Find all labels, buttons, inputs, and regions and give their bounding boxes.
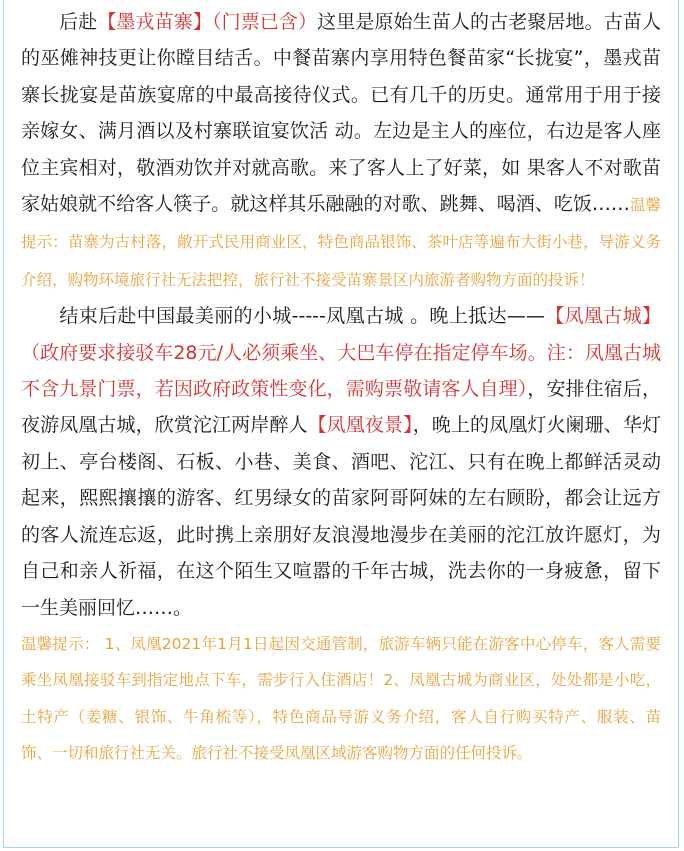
para2-body: ，晚上的凤凰灯火阑珊、华灯初上、亭台楼阁、石板、小巷、美食、酒吧、沱江、只有在晚上都鲜活灵动起来，熙熙攘攘的游客、红男绿女的苗家阿哥阿妹的左右顾盼，都会让远方的客人流连忘返，此时携上亲朋好友浪漫地漫步在美丽的沱江放许愿灯，为自己和亲人祈福，在这个陌生又喧嚣的千年古城，洗去你的一身疲惫，留下一生美丽回忆……。 (21, 414, 661, 619)
para1-body: 这里是原始生苗人的古老聚居地。古苗人的巫傩神技更让你瞠目结舌。中餐苗寨内享用特色餐苗家“长拢宴”，墨戎苗寨长拢宴是苗族宴席的中最高接待仪式。已有几千的历史。通常用于用于接亲嫁女、满月酒以及村寨联谊宴饮活 动。左边是主人的座位，右边是客人座位主宾相对，敬酒劝饮并对就高歌。来了客人上了好菜，如 果客人不对歌苗家姑娘就不给客人筷子。就这样其乐融融的对歌、跳舞、喝酒、吃饭…… (21, 11, 661, 216)
fenghuang-tip: 温馨提示： 1、凤凰2021年1月1日起因交通管制，旅游车辆只能在游客中心停车，客人需要乘坐凤凰接驳车到指定地点下车，需步行入住酒店！2、凤凰古城为商业区，处处都是小吃，土特产（姜糖、银饰、牛角梳等），特色商品导游义务介绍，客人自行购买特产、服装、苗饰、一切和旅行社无关。旅行社不接受凤凰区域游客购物方面的任何投诉。 (21, 634, 661, 763)
fenghuang-highlight: 【凤凰古城】（政府要求接驳车28元/人必须乘坐、大巴车停在指定停车场。注：凤凰古城不含九景门票，若因政府政策性变化，需购票敬请客人自理） (21, 305, 661, 401)
paragraph-fenghuang (21, 298, 661, 626)
miaozhai-tip: 温馨提示：苗寨为古村落，敞开式民用商业区，特色商品银饰、茶叶店等遍布大街小巷，导游义务介绍，购物环境旅行社无法把控，旅行社不接受苗寨景区内旅游者购物方面的投诉！ (21, 196, 661, 289)
paragraph-miaozhai (21, 4, 661, 298)
night-view-highlight: 【凤凰夜景】 (307, 414, 413, 437)
itinerary-text (21, 4, 661, 772)
para2-lead: 结束后赴中国最美丽的小城-----凤凰古城 。晚上抵达—— (59, 305, 545, 328)
miaozhai-highlight: 【墨戎苗寨】（门票已含） (97, 11, 318, 33)
para1-lead: 后赴 (59, 11, 98, 33)
para2-middle: ，安排住宿后，夜游凤凰古城，欣赏沱江两岸醉人 (21, 378, 661, 437)
